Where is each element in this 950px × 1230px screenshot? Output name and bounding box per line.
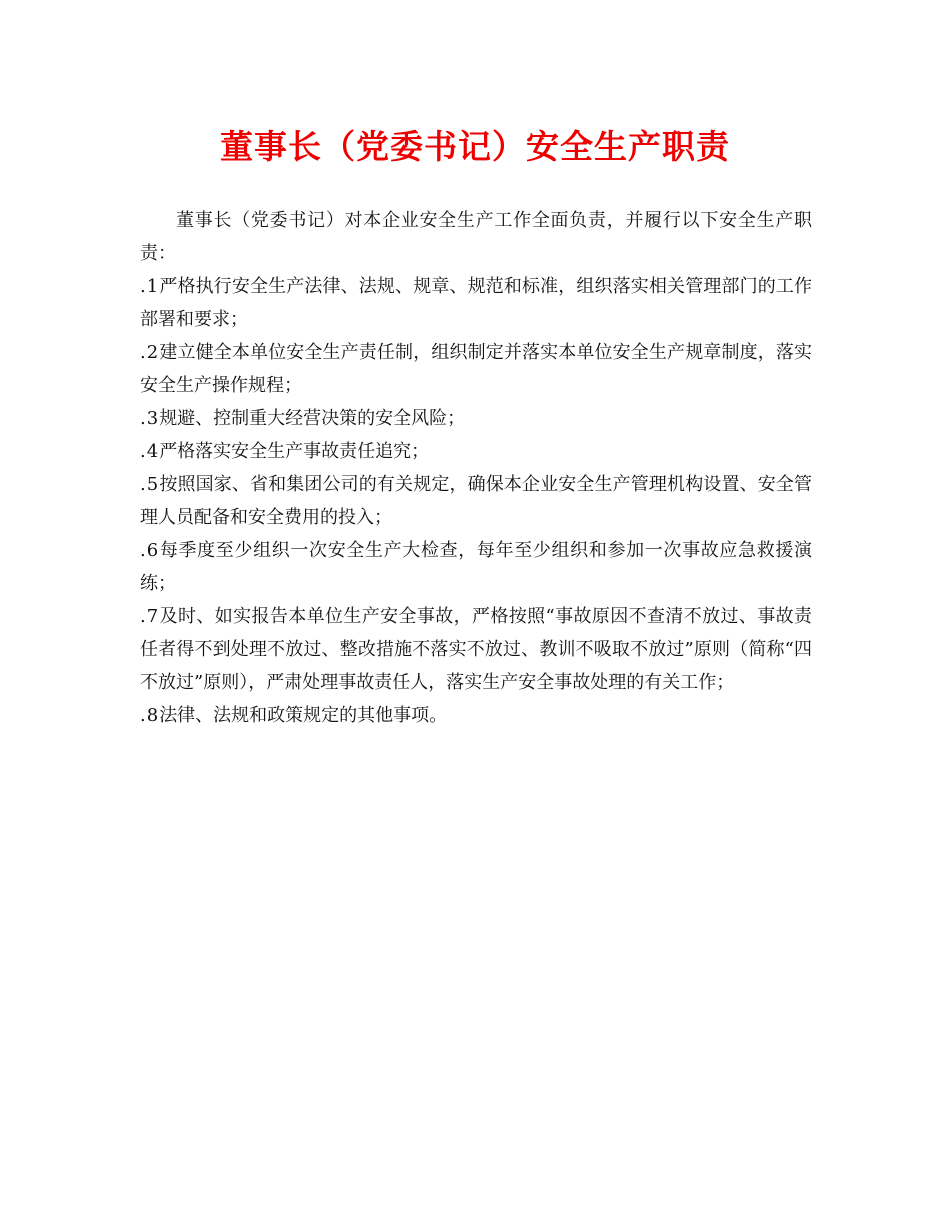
item-text: 严格落实安全生产事故责任追究； (159, 441, 430, 462)
document-body (140, 204, 812, 732)
list-item (140, 600, 812, 699)
list-item (140, 336, 812, 402)
item-number: .8 (140, 705, 160, 726)
list-item (140, 534, 812, 600)
list-item (140, 435, 812, 468)
item-number: .1 (140, 276, 160, 297)
item-text: 法律、法规和政策规定的其他事项。 (159, 705, 448, 726)
list-item (140, 468, 812, 534)
item-number: .5 (140, 474, 160, 495)
list-item (140, 270, 812, 336)
document-title: 董事长（党委书记）安全生产职责 (220, 127, 730, 166)
item-number: .6 (140, 540, 160, 561)
list-item (140, 699, 812, 732)
item-text: 严格执行安全生产法律、法规、规章、规范和标准，组织落实相关管理部门的工作部署和要求； (140, 276, 812, 330)
item-text: 每季度至少组织一次安全生产大检查，每年至少组织和参加一次事故应急救援演练； (140, 540, 812, 594)
item-text: 规避、控制重大经营决策的安全风险； (159, 408, 466, 429)
item-text: 建立健全本单位安全生产责任制，组织制定并落实本单位安全生产规章制度，落实安全生产操作规程； (140, 342, 812, 396)
item-number: .4 (140, 441, 160, 462)
intro-paragraph: 董事长（党委书记）对本企业安全生产工作全面负责，并履行以下安全生产职责： (140, 210, 812, 264)
item-text: 按照国家、省和集团公司的有关规定，确保本企业安全生产管理机构设置、安全管理人员配备和安全费用的投入； (140, 474, 812, 528)
list-item (140, 402, 812, 435)
item-text: 及时、如实报告本单位生产安全事故，严格按照“事故原因不查清不放过、事故责任者得不到处理不放过、整改措施不落实不放过、教训不吸取不放过”原则（简称“四不放过”原则），严肃处理事故责任人，落实生产安全事故处理的有关工作； (140, 606, 812, 693)
item-number: .3 (140, 408, 160, 429)
item-number: .2 (140, 342, 160, 363)
item-number: .7 (140, 606, 160, 627)
